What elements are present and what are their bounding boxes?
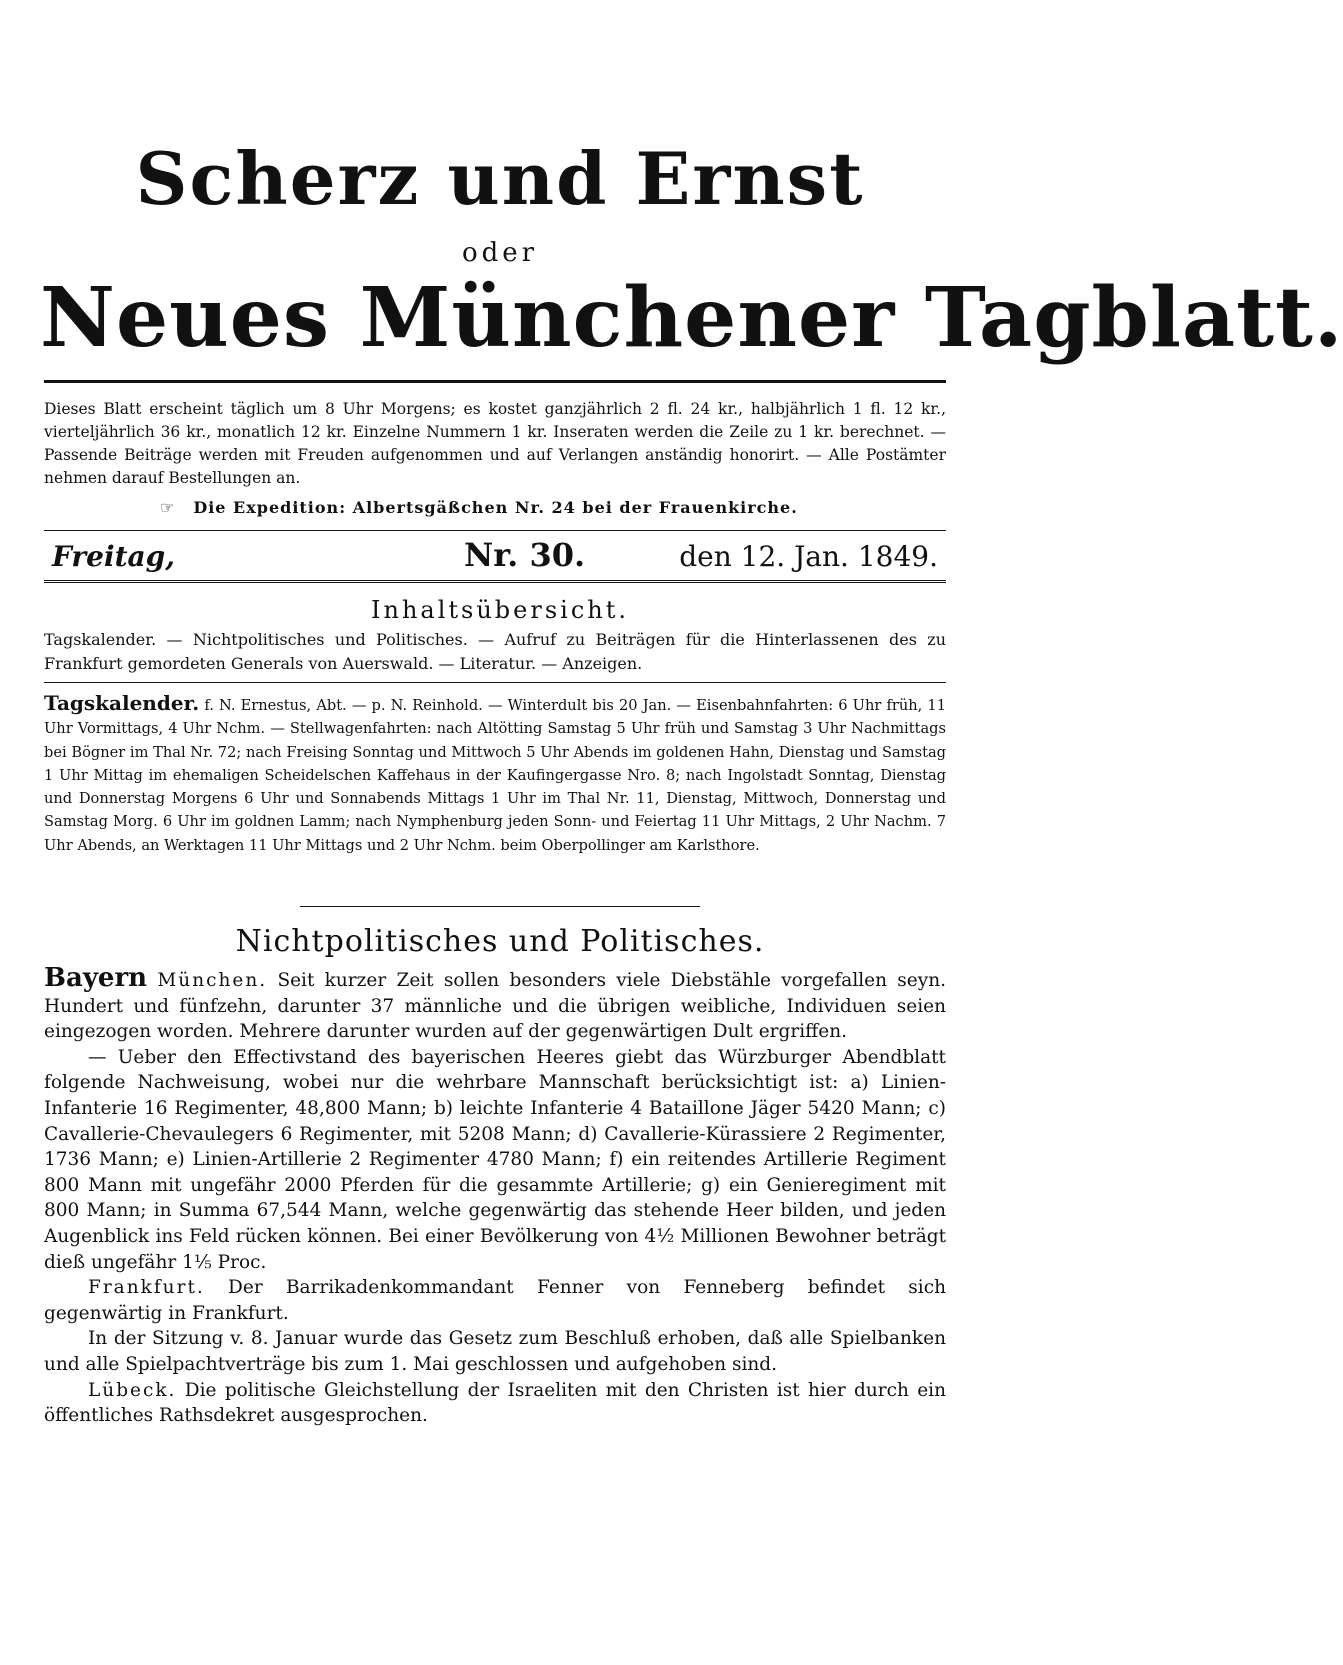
calendar-text: f. N. Ernestus, Abt. — p. N. Reinhold. — Winterdult bis 20 Jan. — Eisenbahnfahrten: 6 Uhr früh, 11 Uhr Vormittags, 4 Uhr Nchm. — Stellwagenfahrten: nach Altötting Samstag 5 Uhr früh und Samstag 3 Uhr Nachmittags bei Bögner im Thal Nr. 72; nach Freising Sonntag und Mittwoch 5 Uhr Abends im goldenen Hahn, Dienstag und Samstag 1 Uhr Mittag im ehemaligen Scheidelschen Kaffehaus in der Kaufingergasse Nro. 8; nach Ingolstadt Sonntag, Dienstag und Donnerstag Morgens 6 Uhr und Sonnabends Mittags 1 Uhr im Thal Nr. 11, Dienstag, Mittwoch, Donnerstag und Samstag Morg. 6 Uhr im goldnen Lamm; nach Nymphenburg jeden Sonn- und Feiertag 11 Uhr Mittags, 2 Uhr Nachm. 7 Uhr Abends, an Werktagen 11 Uhr Mittags und 2 Uhr Nchm. beim Oberpollinger am Karlsthore.	[44, 697, 947, 854]
day-calendar	[44, 692, 946, 857]
masthead-title-line1: Scherz und Ernst	[135, 136, 865, 221]
issue-number: Nr. 30.	[464, 536, 586, 574]
toc-contents: Tagskalender. — Nichtpolitisches und Politisches. — Aufruf zu Beiträgen für die Hinterlassenen des zu Frankfurt gemordeten Generals von Auerswald. — Literatur. — Anzeigen.	[44, 630, 946, 673]
article-paragraph	[44, 963, 946, 1045]
masthead-rule	[44, 380, 946, 383]
expedition-address: Die Expedition: Albertsgäßchen Nr. 24 bei der Frauenkirche.	[193, 498, 798, 517]
section-divider	[300, 906, 700, 907]
dateline-top-rule	[44, 530, 946, 531]
issue-day: Freitag,	[52, 540, 175, 573]
toc-rule	[44, 682, 946, 683]
expedition-line	[160, 498, 940, 517]
article-paragraph	[44, 1275, 946, 1326]
toc-heading: Inhaltsübersicht.	[371, 596, 629, 624]
subscription-notice: Dieses Blatt erscheint täglich um 8 Uhr Morgens; es kostet ganzjährlich 2 fl. 24 kr., halbjährlich 1 fl. 12 kr., vierteljährlich 36 kr., monatlich 12 kr. Einzelne Nummern 1 kr. Inseraten werden die Zeile zu 1 kr. berechnet. — Passende Beiträge werden mit Freuden aufgenommen und auf Verlangen anständig honorirt. — Alle Postämter nehmen darauf Bestellungen an.	[44, 400, 946, 487]
article-text: Die politische Gleichstellung der Israeliten mit den Christen ist hier durch ein öffentliches Rathsdekret ausgesprochen.	[44, 1379, 946, 1427]
article-place: Frankfurt.	[88, 1277, 205, 1299]
article-region: Bayern	[44, 963, 148, 993]
dateline-bottom-rule	[44, 580, 946, 583]
article-text: Der Barrikadenkommandant Fenner von Fenneberg befindet sich gegenwärtig in Frankfurt.	[44, 1277, 946, 1324]
dateline	[44, 536, 946, 576]
article-paragraph	[44, 1378, 946, 1429]
masthead-connector: oder	[461, 238, 539, 268]
pointing-hand-icon: ☞	[160, 498, 176, 517]
news-article	[44, 963, 946, 1429]
issue-date: den 12. Jan. 1849.	[679, 540, 938, 573]
section-heading: Nichtpolitisches und Politisches.	[235, 924, 765, 959]
masthead-title-line2: Neues Münchener Tagblatt.	[40, 270, 1343, 366]
article-paragraph: — Ueber den Effectivstand des bayerischen Heeres giebt das Würzburger Abendblatt folgende Nachweisung, wobei nur die wehrbare Mannschaft berücksichtigt ist: a) Linien-Infanterie 16 Regimenter, 48,800 Mann; b) leichte Infanterie 4 Bataillone Jäger 5420 Mann; c) Cavallerie-Chevaulegers 6 Regimenter, mit 5208 Mann; d) Cavallerie-Kürassiere 2 Regimenter, 1736 Mann; e) Linien-Artillerie 2 Regimenter 4780 Mann; f) ein reitendes Artillerie Regiment 800 Mann mit ungefähr 2000 Pferden für die gesammte Artillerie; g) ein Genieregiment mit 800 Mann; in Summa 67,544 Mann, welche gegenwärtig das stehende Heer bilden, und jeden Augenblick ins Feld rücken können. Bei einer Bevölkerung von 4½ Millionen Bewohner beträgt dieß ungefähr 1⅕ Proc.	[44, 1046, 946, 1273]
article-place: München.	[157, 970, 268, 991]
article-text: Seit kurzer Zeit sollen besonders viele Diebstähle vorgefallen seyn. Hundert und fünfzehn, darunter 37 männliche und die übrigen weibliche, Individuen seien eingezogen worden. Mehrere darunter wurden auf der gegenwärtigen Dult ergriffen.	[44, 970, 946, 1043]
calendar-lead: Tagskalender.	[44, 691, 200, 715]
article-paragraph: In der Sitzung v. 8. Januar wurde das Gesetz zum Beschluß erhoben, daß alle Spielbanken und alle Spielpachtverträge bis zum 1. Mai geschlossen und aufgehoben sind.	[44, 1328, 946, 1375]
article-place: Lübeck.	[88, 1379, 177, 1401]
